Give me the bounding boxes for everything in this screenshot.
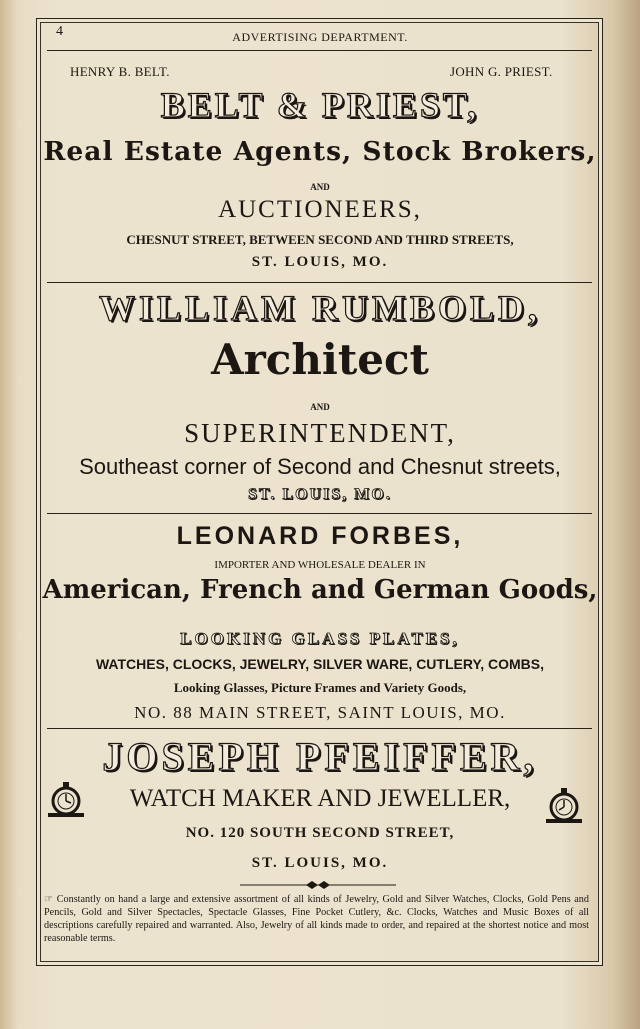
- dealer-goods: American, French and German Goods,: [42, 575, 598, 605]
- architect-name: WILLIAM RUMBOLD,: [98, 288, 542, 328]
- divider: [47, 513, 592, 514]
- jeweller-trade: WATCH MAKER AND JEWELLER,: [129, 785, 511, 812]
- firm-name: BELT & PRIEST,: [160, 85, 480, 125]
- pocket-watch-icon: [544, 786, 584, 824]
- and-label: AND: [310, 402, 330, 412]
- architect-address: Southeast corner of Second and Chesnut streets,: [79, 454, 561, 479]
- dealer-description: IMPORTER AND WHOLESALE DEALER IN: [214, 559, 426, 571]
- superintendent-label: SUPERINTENDENT,: [184, 418, 456, 448]
- firm-address: CHESNUT STREET, BETWEEN SECOND AND THIRD STREETS,: [126, 232, 514, 247]
- architect-title: Architect: [211, 335, 429, 384]
- partner-name-right: JOHN G. PRIEST.: [450, 64, 553, 79]
- jeweller-name: JOSEPH PFEIFFER,: [102, 734, 538, 779]
- dealer-name: LEONARD FORBES,: [176, 522, 464, 550]
- architect-city: ST. LOUIS, MO.: [248, 486, 392, 503]
- divider: [47, 728, 592, 729]
- jeweller-notice: ☞ Constantly on hand a large and extensive assortment of all kinds of Jewelry, Gold and Silver Watches, Clocks, Gold Pens and Pencils, Gold and Silver Spectacles, Spectacle Glasses, Fine Pocket Cutlery, &c. Clocks, Watches and Music Boxes of all descriptions carefully repaired and warranted. Also, Jewelry of all kinds made to order, and repaired at the shortest notice and most reasonable terms.: [44, 894, 589, 944]
- and-label: AND: [310, 182, 330, 192]
- partner-name-left: HENRY B. BELT.: [70, 64, 170, 79]
- firm-city: ST. LOUIS, MO.: [251, 254, 389, 270]
- page-number: 4: [56, 24, 63, 39]
- jeweller-address: NO. 120 SOUTH SECOND STREET,: [185, 825, 455, 841]
- firm-business: Real Estate Agents, Stock Brokers,: [43, 136, 597, 167]
- auctioneers-label: AUCTIONEERS,: [218, 196, 422, 223]
- divider: [47, 282, 592, 283]
- dealer-address: NO. 88 MAIN STREET, SAINT LOUIS, MO.: [134, 703, 506, 722]
- jeweller-city: ST. LOUIS, MO.: [251, 855, 389, 871]
- dealer-variety: Looking Glasses, Picture Frames and Variety Goods,: [173, 680, 467, 695]
- divider: [47, 50, 592, 51]
- running-head: ADVERTISING DEPARTMENT.: [232, 30, 408, 44]
- ornament-rule: [240, 880, 396, 890]
- looking-glass-plates: LOOKING GLASS PLATES,: [180, 629, 460, 648]
- dealer-products: WATCHES, CLOCKS, JEWELRY, SILVER WARE, CUTLERY, COMBS,: [95, 656, 545, 672]
